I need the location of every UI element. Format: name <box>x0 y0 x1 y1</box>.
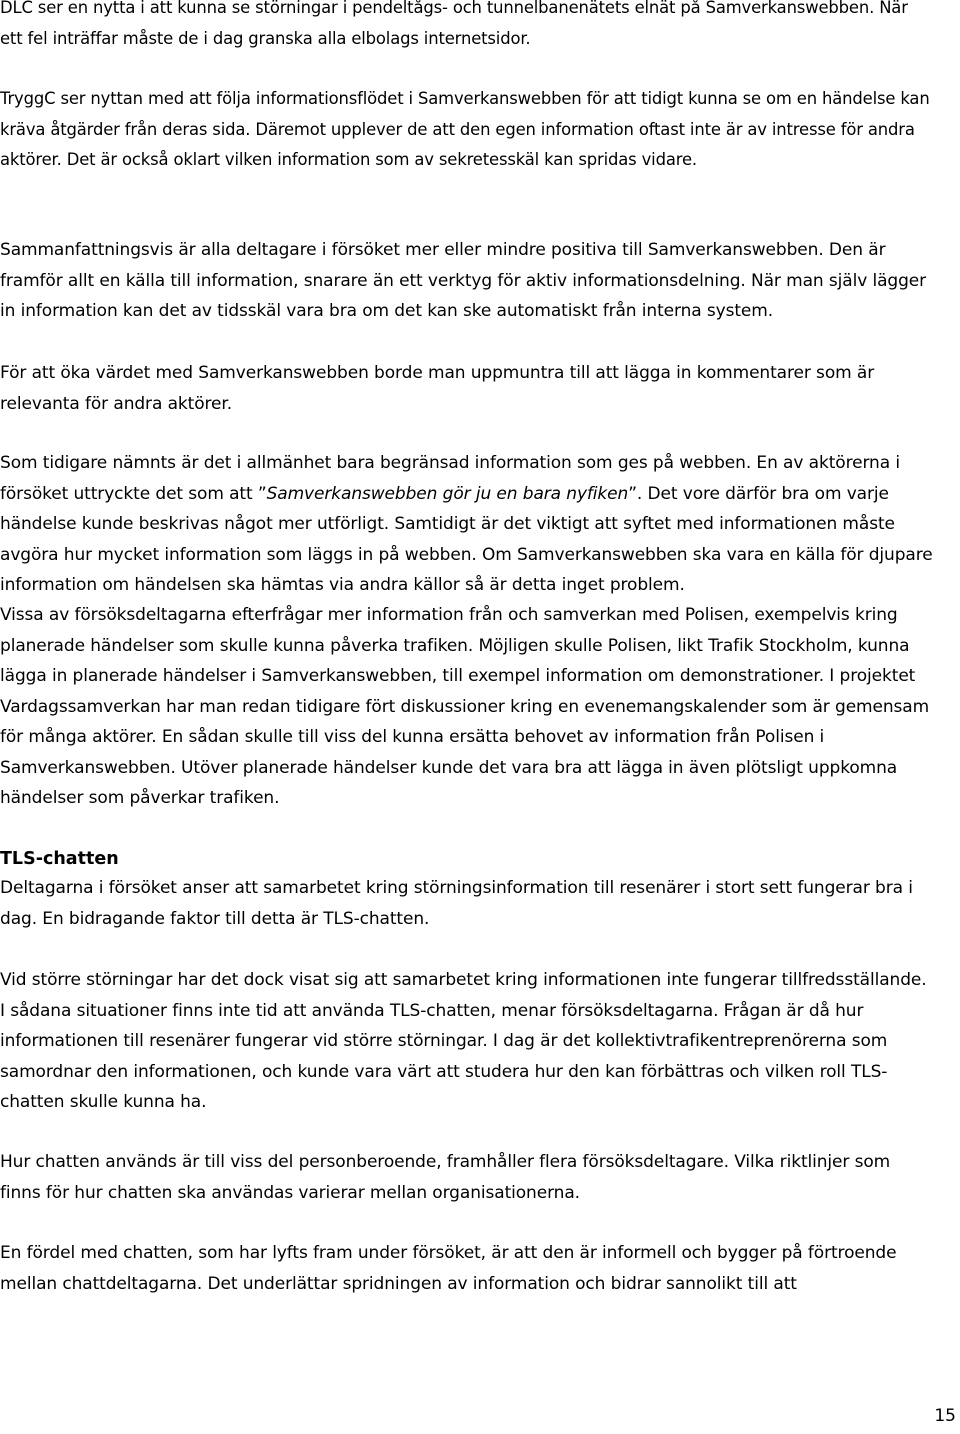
paragraph-fordel-chatten: En fördel med chatten, som har lyfts fram under försöket, är att den är informell och bygger på förtroende mellan chattdeltagarna. Det underlättar spridningen av information och bidrar sannolikt till att <box>0 1243 897 1294</box>
paragraph-tryggc: TryggC ser nyttan med att följa informationsflödet i Samverkanswebben för att tidigt kunna se om en händelse kan kräva åtgärder från deras sida. Däremot upplever de att den egen information oftast inte är av intresse för andra aktörer. Det är också oklart vilken information som av sekretesskäl kan spridas vidare. <box>0 89 930 169</box>
paragraph-tidigare-namnts <box>0 448 935 601</box>
paragraph-storre-storningar: Vid större störningar har det dock visat sig att samarbetet kring informationen inte fungerar tillfredsställande. I sådana situationer finns inte tid att använda TLS-chatten, menar försöksdeltagarna. Frågan är då hur informationen till resenärer fungerar vid större störningar. I dag är det kollektivtrafikentreprenörerna som samordnar den informationen, och kunde vara värt att studera hur den kan förbättras och vilken roll TLS-chatten skulle kunna ha. <box>0 970 927 1112</box>
paragraph-oka-vardet: För att öka värdet med Samverkanswebben borde man uppmuntra till att lägga in kommentarer som är relevanta för andra aktörer. <box>0 363 875 414</box>
paragraph-sammanfattning: Sammanfattningsvis är alla deltagare i försöket mer eller mindre positiva till Samverkanswebben. Den är framför allt en källa till information, snarare än ett verktyg för aktiv informationsdelning. När man själv lägger in information kan det av tidsskäl vara bra om det kan ske automatiskt från interna system. <box>0 240 927 321</box>
paragraph-dlc: DLC ser en nytta i att kunna se störningar i pendeltågs- och tunnelbanenätets elnät på Samverkanswebben. När ett fel inträffar måste de i dag granska alla elbolags internetsidor. <box>0 0 908 48</box>
paragraph-tls-samarbete: Deltagarna i försöket anser att samarbetet kring störningsinformation till resenärer i stort sett fungerar bra i dag. En bidragande faktor till detta är TLS-chatten. <box>0 878 913 929</box>
quoted-statement: Samverkanswebben gör ju en bara nyfiken <box>266 483 629 504</box>
section-heading-tls-chatten: TLS-chatten <box>0 849 119 869</box>
page-number: 15 <box>934 1406 956 1426</box>
paragraph-text-before-quote: Som tidigare nämnts är det i allmänhet bara begränsad information som ges på webben. En av aktörerna i försöket uttryckte det som att ” <box>0 453 900 504</box>
paragraph-text-after-quote: ”. Det vore därför bra om varje händelse kunde beskrivas något mer utförligt. Samtidigt är det viktigt att syftet med informationen måste avgöra hur mycket information som läggs in på webben. Om Samverkanswebben ska vara en källa för djupare information om händelsen ska hämtas via andra källor så är detta inget problem. <box>0 483 933 595</box>
paragraph-personberoende: Hur chatten används är till viss del personberoende, framhåller flera försöksdeltagare. Vilka riktlinjer som finns för hur chatten ska användas varierar mellan organisationerna. <box>0 1152 891 1203</box>
paragraph-polisen: Vissa av försöksdeltagarna efterfrågar mer information från och samverkan med Polisen, exempelvis kring planerade händelser som skulle kunna påverka trafiken. Möjligen skulle Polisen, likt Trafik Stockholm, kunna lägga in planerade händelser i Samverkanswebben, till exempel information om demonstrationer. I projektet Vardagssamverkan har man redan tidigare fört diskussioner kring en evenemangskalender som är gemensam för många aktörer. En sådan skulle till viss del kunna ersätta behovet av information från Polisen i Samverkanswebben. Utöver planerade händelser kunde det vara bra att lägga in även plötsligt uppkomna händelser som påverkar trafiken. <box>0 605 930 808</box>
